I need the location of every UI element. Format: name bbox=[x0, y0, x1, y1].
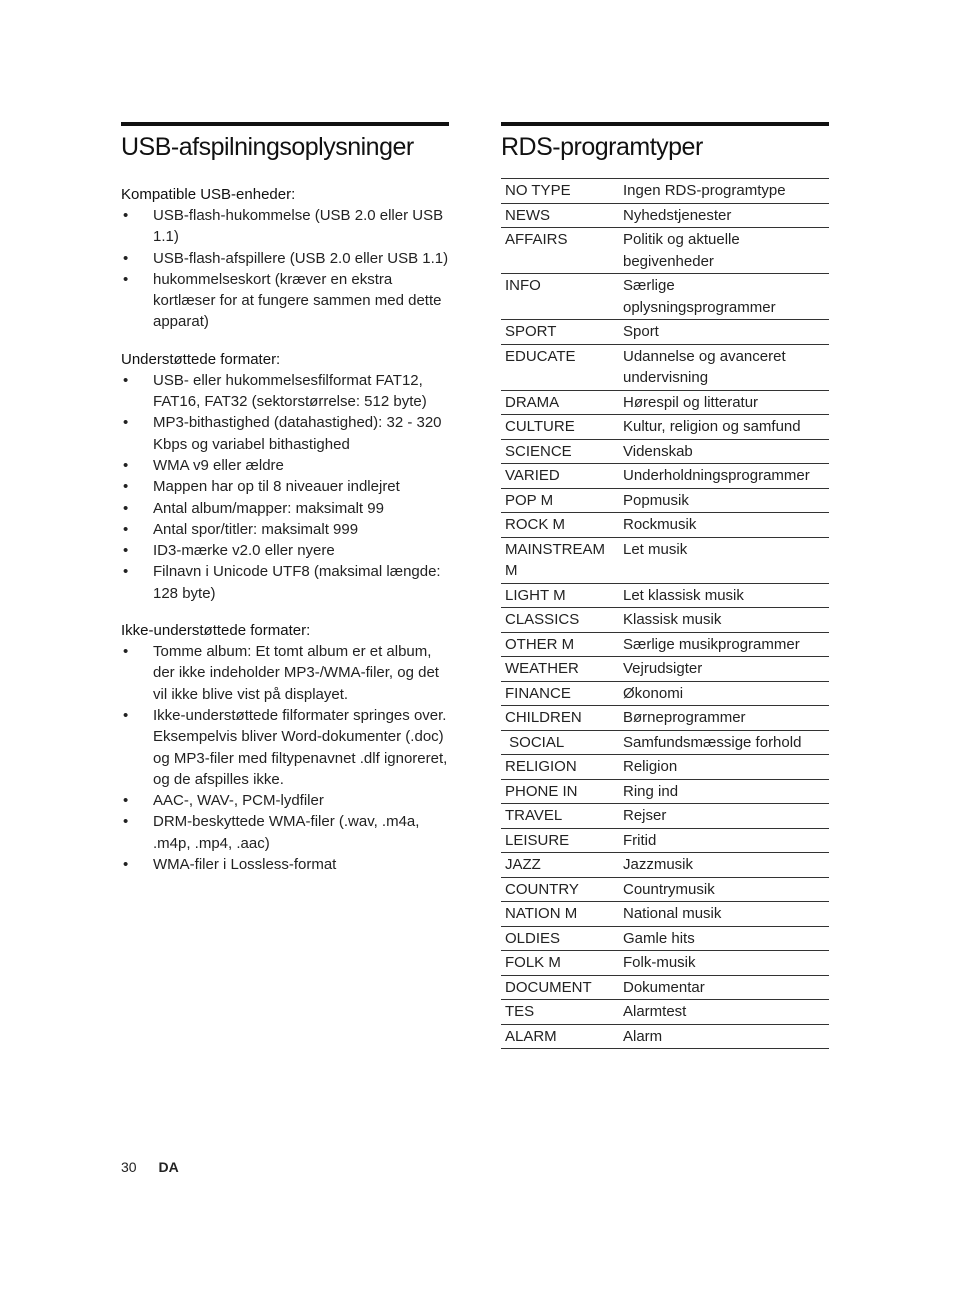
table-row bbox=[501, 608, 829, 633]
rds-description-cell: Alarm bbox=[623, 1027, 663, 1045]
bullet-icon: • bbox=[123, 414, 129, 432]
rds-description-cell: Countrymusik bbox=[623, 880, 715, 898]
table-row bbox=[501, 951, 829, 976]
rds-description-cell: Religion bbox=[623, 758, 678, 775]
rds-description-cell: Økonomi bbox=[623, 684, 684, 702]
bullet-icon: • bbox=[123, 792, 129, 810]
table-row bbox=[501, 320, 829, 345]
usb-section bbox=[121, 349, 449, 604]
rds-code-cell: TRAVEL bbox=[505, 807, 563, 824]
bullet-icon: • bbox=[123, 520, 129, 538]
list-item-text: Mappen har op til 8 niveauer indlejret bbox=[153, 478, 400, 496]
list-item bbox=[121, 248, 449, 269]
table-row bbox=[501, 439, 829, 464]
rds-code-cell: MAINSTREAM M bbox=[505, 540, 610, 579]
table-row bbox=[501, 632, 829, 657]
rds-description-cell: Samfundsmæssige forhold bbox=[623, 733, 802, 751]
list-item bbox=[121, 790, 449, 811]
usb-section bbox=[121, 620, 449, 875]
rds-description-cell: Let musik bbox=[623, 540, 688, 558]
bullet-icon: • bbox=[123, 499, 129, 517]
bullet-icon: • bbox=[123, 542, 129, 560]
rds-code-cell: JAZZ bbox=[505, 856, 541, 873]
rds-code-cell: TES bbox=[505, 1003, 535, 1020]
page-number: 30 bbox=[121, 1159, 137, 1175]
table-row bbox=[501, 877, 829, 902]
list-item bbox=[121, 561, 449, 604]
section-title: Ikke-understøttede formater: bbox=[121, 622, 311, 640]
table-row bbox=[501, 415, 829, 440]
rds-description-cell: Klassisk musik bbox=[623, 611, 722, 628]
table-row bbox=[501, 228, 829, 274]
bullet-icon: • bbox=[123, 856, 129, 874]
rds-column bbox=[501, 122, 829, 1049]
rds-code-cell: FOLK M bbox=[505, 954, 561, 971]
bullet-icon: • bbox=[123, 478, 129, 496]
rds-code-cell: NO TYPE bbox=[505, 182, 571, 199]
list-item-text: Filnavn i Unicode UTF8 (maksimal længde: 128 byte) bbox=[153, 563, 441, 602]
list-item bbox=[121, 370, 449, 413]
rds-description-cell: National musik bbox=[623, 905, 722, 922]
list-item bbox=[121, 455, 449, 476]
usb-section bbox=[121, 184, 449, 333]
rds-code-cell: CLASSICS bbox=[505, 611, 580, 628]
bullet-icon: • bbox=[123, 706, 129, 724]
list-item-text: USB-flash-afspillere (USB 2.0 eller USB 1.1) bbox=[153, 249, 449, 267]
list-item bbox=[121, 519, 449, 540]
rds-description-cell: Børneprogrammer bbox=[623, 709, 746, 726]
rds-table bbox=[501, 178, 829, 1049]
bullet-icon: • bbox=[123, 207, 129, 224]
rds-heading: RDS-programtyper bbox=[501, 133, 703, 161]
table-row bbox=[501, 828, 829, 853]
rds-description-cell: Dokumentar bbox=[623, 978, 705, 996]
table-row bbox=[501, 902, 829, 927]
rds-code-cell: ALARM bbox=[505, 1027, 557, 1045]
bullet-list bbox=[121, 205, 449, 333]
table-row bbox=[501, 779, 829, 804]
bullet-list bbox=[121, 370, 449, 604]
bullet-icon: • bbox=[123, 456, 129, 474]
table-row bbox=[501, 975, 829, 1000]
bullet-icon: • bbox=[123, 270, 129, 288]
table-row bbox=[501, 853, 829, 878]
rds-description-cell: Rockmusik bbox=[623, 516, 697, 533]
rds-code-cell: VARIED bbox=[505, 467, 560, 484]
list-item-text: Antal album/mapper: maksimalt 99 bbox=[153, 499, 384, 517]
list-item bbox=[121, 540, 449, 561]
rds-code-cell: WEATHER bbox=[505, 660, 579, 677]
list-item-text: USB-flash-hukommelse (USB 2.0 eller USB 1.1) bbox=[153, 207, 444, 246]
table-row bbox=[501, 755, 829, 780]
table-row bbox=[501, 274, 829, 320]
list-item-text: Tomme album: Et tomt album er et album, der ikke indeholder MP3-/WMA-filer, og det vil ikke blive vist på displayet. bbox=[153, 643, 439, 703]
list-item bbox=[121, 498, 449, 519]
rds-code-cell: DOCUMENT bbox=[505, 978, 592, 996]
rds-code-cell: OTHER M bbox=[505, 635, 575, 653]
rds-code-cell: SCIENCE bbox=[505, 442, 572, 460]
table-row bbox=[501, 513, 829, 538]
list-item-text: hukommelseskort (kræver en ekstra kortlæser for at fungere sammen med dette apparat) bbox=[153, 270, 442, 331]
section-title: Understøttede formater: bbox=[121, 350, 281, 368]
rds-description-cell: Vejrudsigter bbox=[623, 660, 703, 677]
list-item bbox=[121, 269, 449, 333]
rds-description-cell: Let klassisk musik bbox=[623, 586, 744, 604]
rds-code-cell: COUNTRY bbox=[505, 880, 579, 898]
list-item-text: Ikke-understøttede filformater springes over. Eksempelvis bliver Word-dokumenter (.doc) og MP3-filer med filtypenavnet .dlf ignoreret, og de afspilles ikke. bbox=[153, 706, 448, 788]
list-item-text: MP3-bithastighed (datahastighed): 32 - 320 Kbps og variabel bithastighed bbox=[153, 414, 442, 453]
rds-code-cell: NEWS bbox=[505, 206, 550, 224]
table-row bbox=[501, 730, 829, 755]
rds-code-cell: CULTURE bbox=[505, 418, 575, 435]
rds-description-cell: Alarmtest bbox=[623, 1003, 687, 1020]
table-row bbox=[501, 1000, 829, 1025]
rds-code-cell: NATION M bbox=[505, 905, 578, 922]
rds-code-cell: INFO bbox=[505, 277, 541, 294]
rds-code-cell: OLDIES bbox=[505, 929, 561, 947]
rds-code-cell: RELIGION bbox=[505, 758, 577, 775]
rds-description-cell: Ingen RDS-programtype bbox=[623, 182, 786, 199]
rds-description-cell: Jazzmusik bbox=[623, 856, 694, 873]
list-item bbox=[121, 205, 449, 248]
list-item bbox=[121, 412, 449, 455]
rds-description-cell: Særlige musikprogrammer bbox=[623, 635, 800, 653]
table-row bbox=[501, 681, 829, 706]
rds-description-cell: Nyhedstjenester bbox=[623, 206, 732, 224]
list-item-text: DRM-beskyttede WMA-filer (.wav, .m4a, .m4p, .mp4, .aac) bbox=[153, 813, 420, 852]
rds-code-cell: SPORT bbox=[505, 323, 557, 340]
list-item-text: AAC-, WAV-, PCM-lydfiler bbox=[153, 792, 324, 810]
list-item-text: WMA-filer i Lossless-format bbox=[153, 856, 337, 874]
rds-code-cell: EDUCATE bbox=[505, 347, 576, 365]
rds-heading-rule bbox=[501, 122, 829, 162]
bullet-icon: • bbox=[123, 813, 129, 831]
rds-code-cell: LIGHT M bbox=[505, 586, 566, 604]
rds-code-cell: CHILDREN bbox=[505, 709, 582, 726]
table-row bbox=[501, 706, 829, 731]
bullet-icon: • bbox=[123, 249, 129, 267]
list-item-text: WMA v9 eller ældre bbox=[153, 456, 284, 474]
rds-description-cell: Ring ind bbox=[623, 782, 679, 800]
usb-sections bbox=[121, 184, 449, 875]
table-row bbox=[501, 390, 829, 415]
rds-description-cell: Videnskab bbox=[623, 442, 693, 460]
table-row bbox=[501, 1024, 829, 1049]
usb-info-column bbox=[121, 122, 449, 875]
table-row bbox=[501, 464, 829, 489]
usb-heading-rule bbox=[121, 122, 449, 162]
usb-heading: USB-afspilningsoplysninger bbox=[121, 133, 414, 161]
rds-code-cell: AFFAIRS bbox=[505, 231, 568, 248]
list-item-text: ID3-mærke v2.0 eller nyere bbox=[153, 542, 335, 560]
table-row bbox=[501, 657, 829, 682]
section-title: Kompatible USB-enheder: bbox=[121, 186, 296, 203]
table-row bbox=[501, 344, 829, 390]
page-footer bbox=[121, 1159, 179, 1175]
table-row bbox=[501, 804, 829, 829]
bullet-list bbox=[121, 641, 449, 875]
table-row bbox=[501, 488, 829, 513]
rds-code-cell: DRAMA bbox=[505, 393, 560, 411]
table-row bbox=[501, 926, 829, 951]
rds-description-cell: Gamle hits bbox=[623, 929, 695, 947]
list-item bbox=[121, 811, 449, 854]
rds-description-cell: Rejser bbox=[623, 807, 667, 824]
rds-code-cell: POP M bbox=[505, 491, 554, 509]
rds-code-cell: ROCK M bbox=[505, 516, 565, 533]
rds-description-cell: Underholdningsprogrammer bbox=[623, 467, 810, 484]
bullet-icon: • bbox=[123, 371, 129, 389]
rds-description-cell: Fritid bbox=[623, 831, 657, 849]
rds-description-cell: Hørespil og litteratur bbox=[623, 393, 759, 411]
rds-code-cell: SOCIAL bbox=[505, 733, 565, 751]
list-item bbox=[121, 705, 449, 790]
rds-code-cell: FINANCE bbox=[505, 684, 571, 702]
list-item bbox=[121, 641, 449, 705]
list-item bbox=[121, 854, 449, 875]
rds-code-cell: LEISURE bbox=[505, 831, 570, 849]
rds-description-cell: Særlige oplysningsprogrammer bbox=[623, 277, 776, 316]
list-item-text: USB- eller hukommelsesfilformat FAT12, FAT16, FAT32 (sektorstørrelse: 512 byte) bbox=[153, 371, 427, 411]
table-row bbox=[501, 203, 829, 228]
rds-description-cell: Folk-musik bbox=[623, 954, 696, 971]
rds-description-cell: Sport bbox=[623, 323, 659, 340]
rds-description-cell: Popmusik bbox=[623, 491, 689, 509]
list-item-text: Antal spor/titler: maksimalt 999 bbox=[153, 520, 359, 538]
table-row bbox=[501, 537, 829, 583]
table-row bbox=[501, 583, 829, 608]
bullet-icon: • bbox=[123, 563, 129, 581]
language-code: DA bbox=[158, 1159, 179, 1175]
rds-description-cell: Kultur, religion og samfund bbox=[623, 418, 801, 435]
rds-description-cell: Politik og aktuelle begivenheder bbox=[623, 231, 740, 270]
bullet-icon: • bbox=[123, 643, 129, 661]
table-row bbox=[501, 179, 829, 204]
list-item bbox=[121, 476, 449, 497]
rds-description-cell: Udannelse og avanceret undervisning bbox=[623, 347, 786, 386]
rds-code-cell: PHONE IN bbox=[505, 782, 578, 800]
